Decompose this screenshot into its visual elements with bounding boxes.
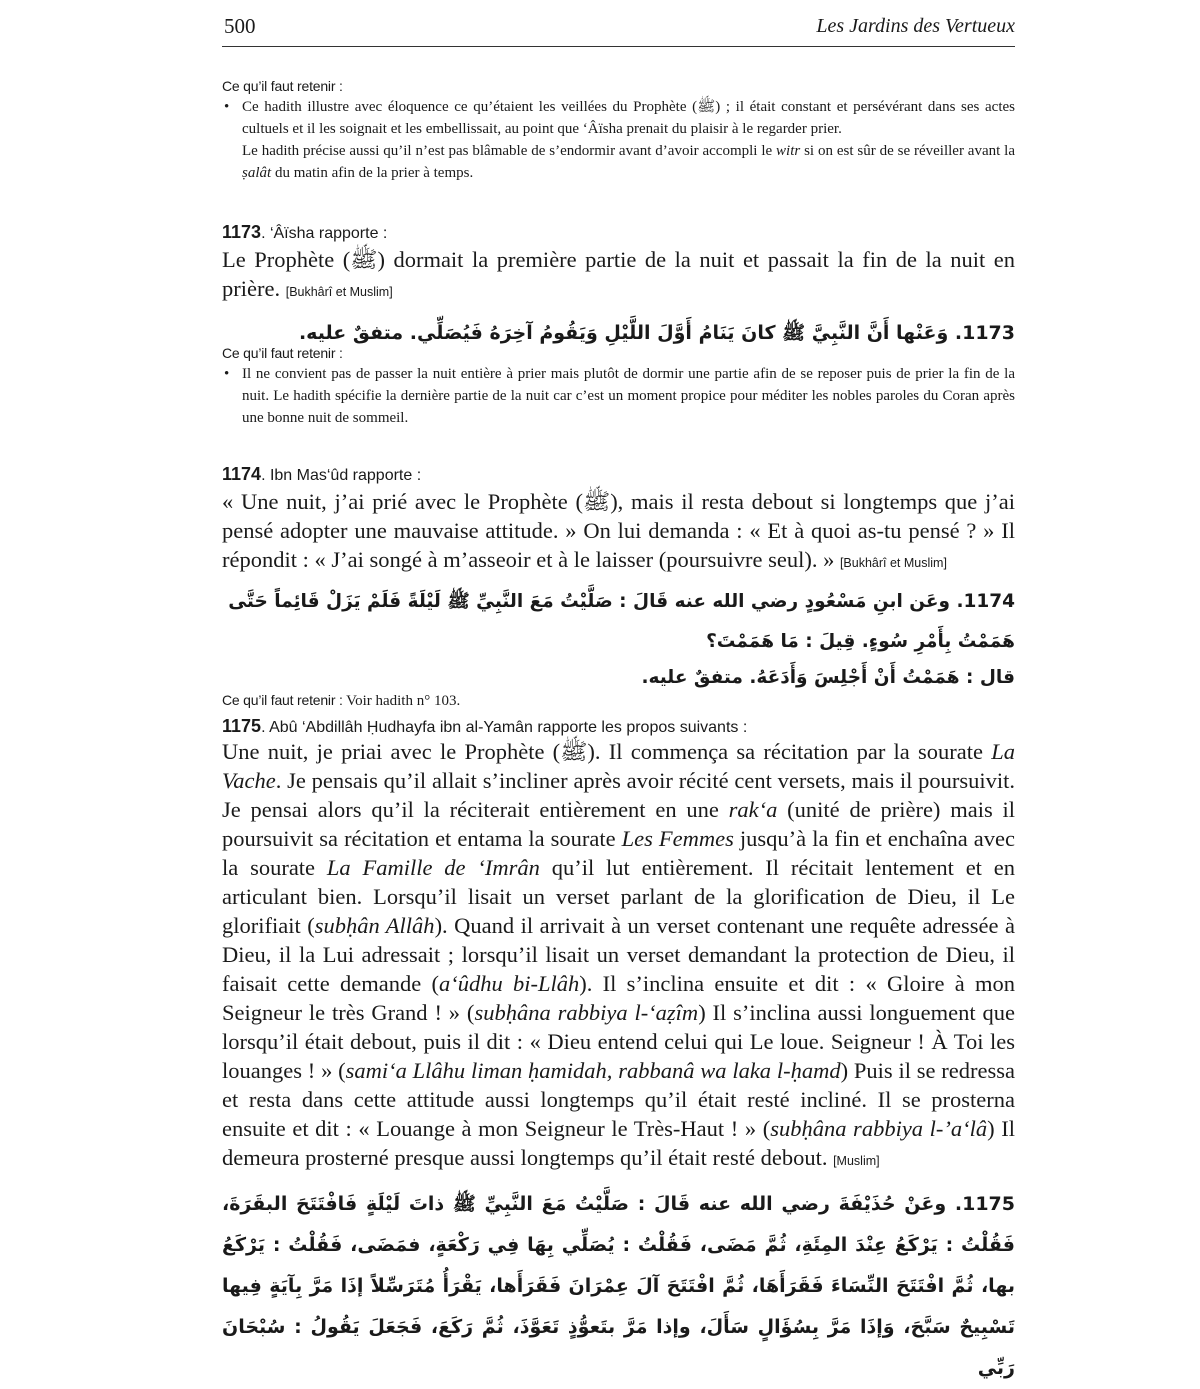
italic-term: sami‘a Llâhu liman ḥamidah, rabbanâ wa laka l-ḥamd: [345, 1058, 841, 1083]
retain-note-para1: Ce hadith illustre avec éloquence ce qu’étaient les veillées du Prophète (ﷺ) ; il était constant et persévérant dans ses actes cultuels et il les soignait et les embellissait, au point que ‘Âïsha prenait du plaisir à le regarder prier.: [242, 99, 1015, 137]
term-salat: ṣalât: [242, 165, 272, 181]
hadith-number: 1173: [222, 222, 262, 242]
hadith-heading: [222, 464, 1015, 485]
running-title: Les Jardins des Vertueux: [816, 15, 1015, 37]
text-segment: jusqu’à la fin et enchaîna avec la sourate: [222, 826, 1015, 880]
bullet-icon: •: [224, 99, 230, 115]
retain-section-previous: [222, 78, 1015, 184]
italic-term: Les Femmes: [621, 826, 734, 851]
italic-term: La Famille de ‘Imrân: [326, 855, 540, 880]
hadith-source: [Muslim]: [833, 1154, 880, 1168]
bullet-icon: •: [224, 366, 230, 382]
text-segment: (unité de prière) mais il poursuivit sa récitation et entama la sourate: [222, 797, 1015, 851]
hadith-1175: [222, 716, 1015, 1389]
hadith-text: Le Prophète (ﷺ) dormait la première partie de la nuit et passait la fin de la nuit en prière. [Bukhârî et Muslim]: [222, 247, 1015, 301]
hadith-heading: [222, 222, 1015, 243]
italic-term: subḥân Allâh: [314, 913, 435, 938]
text-segment: ). Quand il arrivait à un verset contenant une requête adressée à Dieu, il la Lui adressait ; lorsqu’il lisait un verset demandant la protection de Dieu, il faisait cette demande (: [222, 913, 1015, 996]
hadith-arabic: 1175. وعَنْ حُذَيْفَةَ رضي الله عنه قَالَ : صَلَّيْتُ مَعَ النَّبِيِّ ﷺ ذاتَ لَيْلَةٍ فَافْتَتَحَ البقَرَةَ، فَقُلْتُ : يَرْكَعُ عِنْدَ المِئَةِ، ثُمَّ مَضَى، فَقُلْتُ : يُصَلِّي بِهَا فِي رَكْعَةٍ، فمَضَى، فَقُلْتُ : يَرْكَعُ بها، ثُمَّ افْتَتَحَ النِّسَاءَ فَقَرَأَهَا، ثُمَّ افْتَتَحَ آلَ عِمْرَانَ فَقَرَأَها، يَقْرَأُ مُتَرَسِّلاً إذَا مَرَّ بِآيَةٍ فِيها تَسْبِيحٌ سَبَّحَ، وَإذَا مَرَّ بِسُؤَالٍ سَأَلَ، وإذا مَرَّ بتَعوُّذٍ تَعَوَّذَ، ثُمَّ رَكَعَ، فَجَعَلَ يَقُولُ : سُبْحَانَ رَبِّي: [222, 1193, 1015, 1379]
term-witr: witr: [776, 143, 801, 159]
italic-term: subḥâna rabbiya l-‘aẓîm: [474, 1000, 699, 1025]
hadith-heading: [222, 716, 1015, 737]
hadith-number: 1175: [222, 716, 262, 736]
hadith-narrator: . ‘Âïsha rapporte :: [261, 225, 388, 242]
hadith-1173: [222, 222, 1015, 429]
text-segment: ) Il demeura prosterné presque aussi longtemps qu’il était resté debout.: [222, 1116, 1015, 1170]
text-segment: . Je pensais qu’il allait s’incliner après avoir récité cent versets, mais il poursuivit. Je pensai alors qu’il la réciterait entièrement en une: [222, 768, 1015, 822]
page-number: 500: [224, 14, 256, 38]
italic-term: La Vache: [222, 739, 1015, 793]
text-segment: qu’il lut entièrement. Il récitait lentement et en articulant bien. Lorsqu’il lisait un verset parlant de la glorification de Dieu, il Le glorifiait (: [222, 855, 1015, 938]
italic-term: a‘ûdhu bi-Llâh: [438, 971, 580, 996]
retain-note-para2: Le hadith précise aussi qu’il n’est pas blâmable de s’endormir avant d’avoir accompli le witr si on est sûr de se réveiller avant la ṣalât du matin afin de la prier à temps.: [242, 143, 1015, 181]
hadith-arabic-line2: قال : هَمَمْتُ أَنْ أَجْلِسَ وَأَدَعَهُ. متفقٌ عليه.: [641, 667, 1015, 688]
hadith-narrator: . Ibn Mas‘ûd rapporte :: [261, 467, 422, 484]
retain-reference: Voir hadith n° 103.: [342, 693, 461, 709]
italic-term: rak‘a: [728, 797, 778, 822]
retain-label: Ce qu’il faut retenir :: [222, 692, 343, 708]
italic-term: subḥâna rabbiya l-’a‘lâ: [770, 1116, 988, 1141]
retain-label: Ce qu’il faut retenir :: [222, 345, 343, 361]
retain-note: [222, 96, 1015, 140]
retain-note: • Il ne convient pas de passer la nuit entière à prier mais plutôt de dormir une partie afin de se reposer puis de prier la fin de la nuit. Le hadith spécifie la dernière partie de la nuit car c’est un moment propice pour méditer les nobles paroles du Coran après une bonne nuit de sommeil.: [222, 363, 1015, 429]
hadith-arabic-line1: 1174. وعَن ابنِ مَسْعُودٍ رضي الله عنه قَالَ : صَلَّيْتُ مَعَ النَّبِيِّ ﷺ لَيْلَةً فَلَمْ يَزَلْ قَائِماً حَتَّى هَمَمْتُ بِأَمْرِ سُوءٍ. قِيلَ : مَا هَمَمْتَ؟: [228, 591, 1015, 652]
hadith-number: 1174: [222, 464, 262, 484]
hadith-source: [Bukhârî et Muslim]: [839, 556, 947, 570]
hadith-1174: [222, 464, 1015, 710]
page-header: [222, 12, 1015, 47]
hadith-source: [Bukhârî et Muslim]: [285, 285, 393, 299]
hadith-arabic: 1173. وَعَنْها أَنَّ النَّبِيَّ ﷺ كانَ يَنَامُ أَوَّلَ اللَّيْلِ وَيَقُومُ آخِرَهُ فَيُصَلِّي. متفقٌ عليه.: [298, 322, 1015, 344]
hadith-text: [222, 737, 1015, 1176]
text-segment: ). Il s’inclina ensuite et dit : « Gloire à mon Seigneur le très Grand ! » (: [222, 971, 1015, 1025]
text-segment: ) Puis il se redressa et resta dans cette attitude aussi longtemps qu’il était resté incliné. Il se prosterna ensuite et dit : « Louange à mon Seigneur le Très-Haut ! » (: [222, 1058, 1016, 1141]
text-segment: ) Il s’inclina aussi longuement que lorsqu’il était debout, puis il dit : « Dieu entend celui qui Le loue. Seigneur ! À Toi les louanges ! » (: [222, 1000, 1015, 1083]
text-segment: Une nuit, je priai avec le Prophète (ﷺ). Il commença sa récitation par la sourate: [222, 739, 992, 764]
retain-label: Ce qu’il faut retenir :: [222, 78, 343, 94]
hadith-narrator: . Abû ‘Abdillâh Ḥudhayfa ibn al-Yamân rapporte les propos suivants :: [261, 719, 748, 736]
hadith-text: « Une nuit, j’ai prié avec le Prophète (ﷺ), mais il resta debout si longtemps que j’ai pensé adopter une mauvaise attitude. » On lui demanda : « Et à quoi as-tu pensé ? » Il répondit : « J’ai songé à m’asseoir et à le laisser (poursuivre seul). » [Bukhârî et Muslim]: [222, 489, 1015, 572]
